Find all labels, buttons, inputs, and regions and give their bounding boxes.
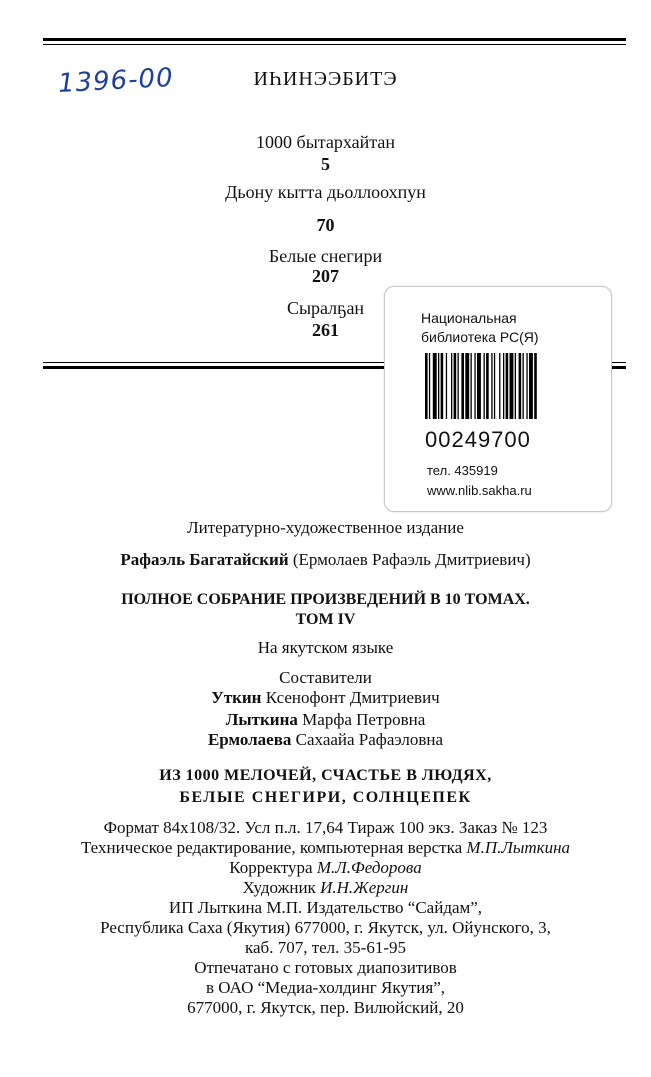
barcode-bar	[506, 353, 509, 419]
barcode-bar	[477, 353, 481, 419]
barcode-bar	[503, 353, 504, 419]
barcode-bar	[494, 353, 495, 419]
barcode-bar	[429, 353, 430, 419]
compiler-1-surname: Уткин	[211, 688, 262, 707]
tech-edit-name: М.П.Лыткина	[466, 838, 571, 857]
compiler-2	[0, 710, 651, 730]
barcode-bar	[499, 353, 500, 419]
barcode-bar	[534, 353, 537, 419]
language-note: На якутском языке	[257, 638, 394, 657]
series-title-line-2: ТОМ IV	[295, 611, 356, 628]
handwritten-note: 1396-00	[57, 62, 175, 100]
proof-label: Корректура	[229, 858, 317, 877]
contents-entry-1-title: 1000 бытархайтан	[256, 132, 395, 152]
contents-entry-1-page: 5	[321, 154, 330, 174]
compilers-label: Составители	[279, 668, 372, 687]
book-title-line-2: БЕЛЫЕ СНЕГИРИ, СОЛНЦЕПЕК	[179, 789, 472, 806]
barcode-bar	[438, 353, 439, 419]
barcode-bar	[523, 353, 524, 419]
barcode-bar	[474, 353, 475, 419]
barcode-bar	[465, 353, 469, 419]
print-line-2: в ОАО “Медиа-холдинг Якутия”,	[205, 978, 446, 997]
barcode-bar	[454, 353, 457, 419]
library-name	[421, 309, 539, 347]
top-rule-thick	[43, 38, 626, 41]
author-line	[0, 550, 651, 570]
compiler-3	[0, 730, 651, 750]
barcode-bar	[526, 353, 527, 419]
edition-type: Литературно-художественное издание	[187, 518, 464, 537]
address-line-2: каб. 707, тел. 35-61-95	[245, 938, 406, 957]
artist-name: И.Н.Жергин	[320, 878, 409, 897]
barcode-bar	[486, 353, 489, 419]
library-phone: тел. 435919	[427, 463, 498, 478]
book-title-line-1: ИЗ 1000 МЕЛОЧЕЙ, СЧАСТЬЕ В ЛЮДЯХ,	[159, 767, 492, 784]
address-line-1: Республика Саха (Якутия) 677000, г. Якутск, ул. Ойунского, 3,	[100, 918, 551, 937]
barcode-bar	[461, 353, 464, 419]
compiler-2-surname: Лыткина	[225, 710, 298, 729]
print-line-1: Отпечатано с готовых диапозитивов	[194, 958, 457, 977]
barcode	[425, 353, 565, 419]
barcode-bar	[491, 353, 492, 419]
tech-edit-line	[0, 838, 651, 858]
compiler-1-name: Ксенофонт Дмитриевич	[261, 688, 440, 707]
contents-entry-3-page: 207	[312, 266, 339, 286]
library-name-line-1: Национальная	[421, 310, 517, 326]
artist-label: Художник	[242, 878, 321, 897]
contents-entry-3-title: Белые снегири	[268, 246, 383, 266]
library-name-line-2: библиотека РС(Я)	[421, 329, 539, 345]
publisher-line: ИП Лыткина М.П. Издательство “Сайдам”,	[168, 898, 483, 917]
contents-entry-4-title: Сыралҕан	[286, 298, 365, 318]
barcode-number: 00249700	[425, 427, 531, 452]
contents-entry-2-page: 70	[316, 215, 335, 235]
author-real-name: (Ермолаев Рафаэль Дмитриевич)	[288, 550, 531, 569]
contents-entry-4-page: 261	[312, 320, 339, 340]
barcode-bar	[484, 353, 485, 419]
library-website: www.nlib.sakha.ru	[427, 483, 532, 498]
barcode-bar	[433, 353, 437, 419]
barcode-bar	[446, 353, 447, 419]
compiler-2-name: Марфа Петровна	[297, 710, 426, 729]
artist-line	[0, 878, 651, 898]
tech-edit-label: Техническое редактирование, компьютерная верстка	[80, 838, 467, 857]
compiler-3-name: Сахаайа Рафаэловна	[291, 730, 444, 749]
barcode-bar	[515, 353, 516, 419]
barcode-bar	[451, 353, 452, 419]
barcode-bar	[519, 353, 522, 419]
barcode-bar	[510, 353, 514, 419]
contents-entry-2-title: Дьону кытта дьоллоохпун	[225, 182, 426, 202]
print-line-3: 677000, г. Якутск, пер. Вилюйский, 20	[187, 998, 464, 1017]
barcode-bar	[425, 353, 428, 419]
compiler-1	[0, 688, 651, 708]
barcode-bar	[458, 353, 459, 419]
library-sticker	[384, 286, 612, 512]
proof-line	[0, 858, 651, 878]
barcode-bar	[471, 353, 472, 419]
proof-name: М.Л.Федорова	[316, 858, 422, 877]
barcode-bar	[441, 353, 444, 419]
contents-title: ИҺИНЭЭБИТЭ	[253, 68, 398, 90]
author-name: Рафаэль Багатайский	[120, 550, 289, 569]
format-line: Формат 84х108/32. Усл п.л. 17,64 Тираж 100 экз. Заказ № 123	[103, 818, 548, 837]
series-title-line-1: ПОЛНОЕ СОБРАНИЕ ПРОИЗВЕДЕНИЙ В 10 ТОМАХ.	[121, 591, 530, 608]
barcode-bar	[529, 353, 533, 419]
compiler-3-surname: Ермолаева	[207, 730, 292, 749]
top-rule-thin	[43, 44, 626, 45]
